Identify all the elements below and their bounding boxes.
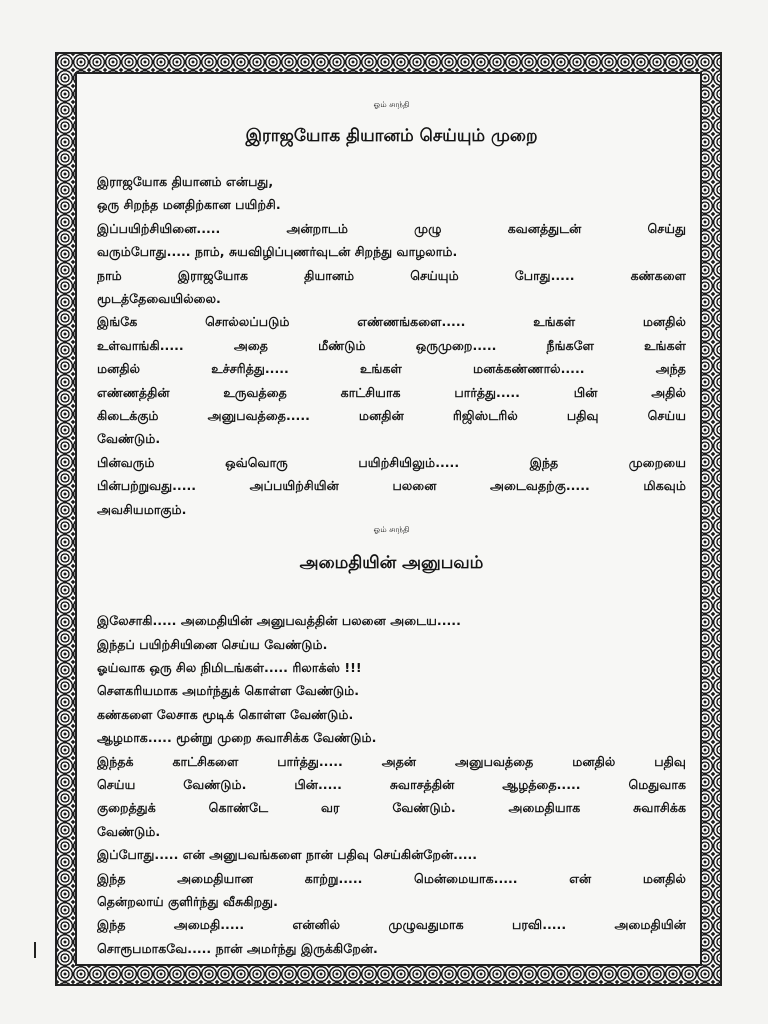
page-title-rajayoga: இராஜயோக தியானம் செய்யும் முறை	[245, 126, 538, 146]
scan-margin-mark	[34, 942, 36, 958]
paragraph-line: இப்பயிற்சியினை..... அன்றாடம் முழு கவனத்துடன் செய்து	[97, 220, 686, 236]
paragraph-line: இங்கே சொல்லப்படும் எண்ணங்களை..... உங்கள் மனதில்	[97, 314, 686, 330]
paragraph-line: பின்பற்றுவது..... அப்பயிற்சியின் பலனை அடைவதற்கு..... மிகவும்	[97, 478, 686, 494]
paragraph-line: இராஜயோக தியானம் என்பது,	[97, 174, 274, 189]
paragraph-line: இலேசாகி..... அமைதியின் அனுபவத்தின் பலனை அடைய.....	[97, 613, 461, 629]
paragraph-line: தென்றலாய் குளிர்ந்து வீசுகிறது.	[97, 893, 278, 909]
paragraph-line: கிடைக்கும் அனுபவத்தை..... மனதின் ரிஜிஸ்டரில் பதிவு செய்ய	[97, 408, 686, 424]
paragraph-line: கண்களை லேசாக மூடிக் கொள்ள வேண்டும்.	[97, 706, 354, 722]
paragraph-line: சௌகரியமாக அமர்ந்துக் கொள்ள வேண்டும்.	[97, 683, 360, 699]
paragraph-line: இந்த அமைதியான காற்று..... மென்மையாக..... என் மனதில்	[97, 870, 686, 886]
paragraph-line: மனதில் உச்சரித்து..... உங்கள் மனக்கண்ணால்..... அந்த	[97, 361, 686, 377]
page-title-amaithi: அமைதியின் அனுபவம்	[299, 553, 484, 574]
om-shanti-heading-1: ஓம் சாந்தி	[373, 100, 410, 109]
paragraph-line: இந்தக் காட்சிகளை பார்த்து..... அதன் அனுபவத்தை மனதில் பதிவு	[97, 753, 686, 769]
document-body	[97, 88, 686, 958]
paragraph-line: பின்வரும் ஒவ்வொரு பயிற்சியிலும்..... இந்த முறையை	[97, 454, 686, 470]
paragraph-line: குறைத்துக் கொண்டே வர வேண்டும். அமைதியாக சுவாசிக்க	[97, 800, 686, 816]
decorative-border	[55, 52, 722, 986]
paragraph-line: அவசியமாகும்.	[97, 501, 187, 517]
page-content-area	[75, 72, 702, 966]
paragraph-line: ஆழமாக..... மூன்று முறை சுவாசிக்க வேண்டும்.	[97, 730, 377, 746]
paragraph-line: வேண்டும்.	[97, 823, 161, 839]
paragraph-line: இந்த அமைதி..... என்னில் முழுவதுமாக பரவி..... அமைதியின்	[97, 917, 686, 933]
paragraph-line: வேண்டும்.	[97, 431, 161, 447]
paragraph-line: இப்போது..... என் அனுபவங்களை நான் பதிவு செய்கின்றேன்.....	[97, 847, 478, 863]
paragraph-line: ஒரு சிறந்த மனதிற்கான பயிற்சி.	[97, 197, 281, 213]
paragraph-line: செய்ய வேண்டும். பின்..... சுவாசத்தின் ஆழத்தை..... மெதுவாக	[97, 776, 686, 792]
om-shanti-heading-2: ஓம் சாந்தி	[373, 525, 410, 535]
paragraph-line: உள்வாங்கி..... அதை மீண்டும் ஒருமுறை..... நீங்களே உங்கள்	[97, 337, 686, 353]
paragraph-line: சொரூபமாகவே..... நான் அமர்ந்து இருக்கிறேன்.	[97, 940, 378, 956]
paragraph-line: மூடத்தேவையில்லை.	[97, 291, 221, 307]
paragraph-line: நாம் இராஜயோக தியானம் செய்யும் போது..... கண்களை	[97, 267, 686, 283]
paragraph-line: இந்தப் பயிற்சியினை செய்ய வேண்டும்.	[97, 636, 328, 652]
paragraph-line: ஓய்வாக ஒரு சில நிமிடங்கள்..... ரிலாக்ஸ் !!!	[97, 659, 362, 675]
paragraph-line: எண்ணத்தின் உருவத்தை காட்சியாக பார்த்து..... பின் அதில்	[97, 384, 686, 400]
paragraph-line: வரும்போது..... நாம், சுயவிழிப்புணர்வுடன் சிறந்து வாழலாம்.	[97, 244, 458, 260]
